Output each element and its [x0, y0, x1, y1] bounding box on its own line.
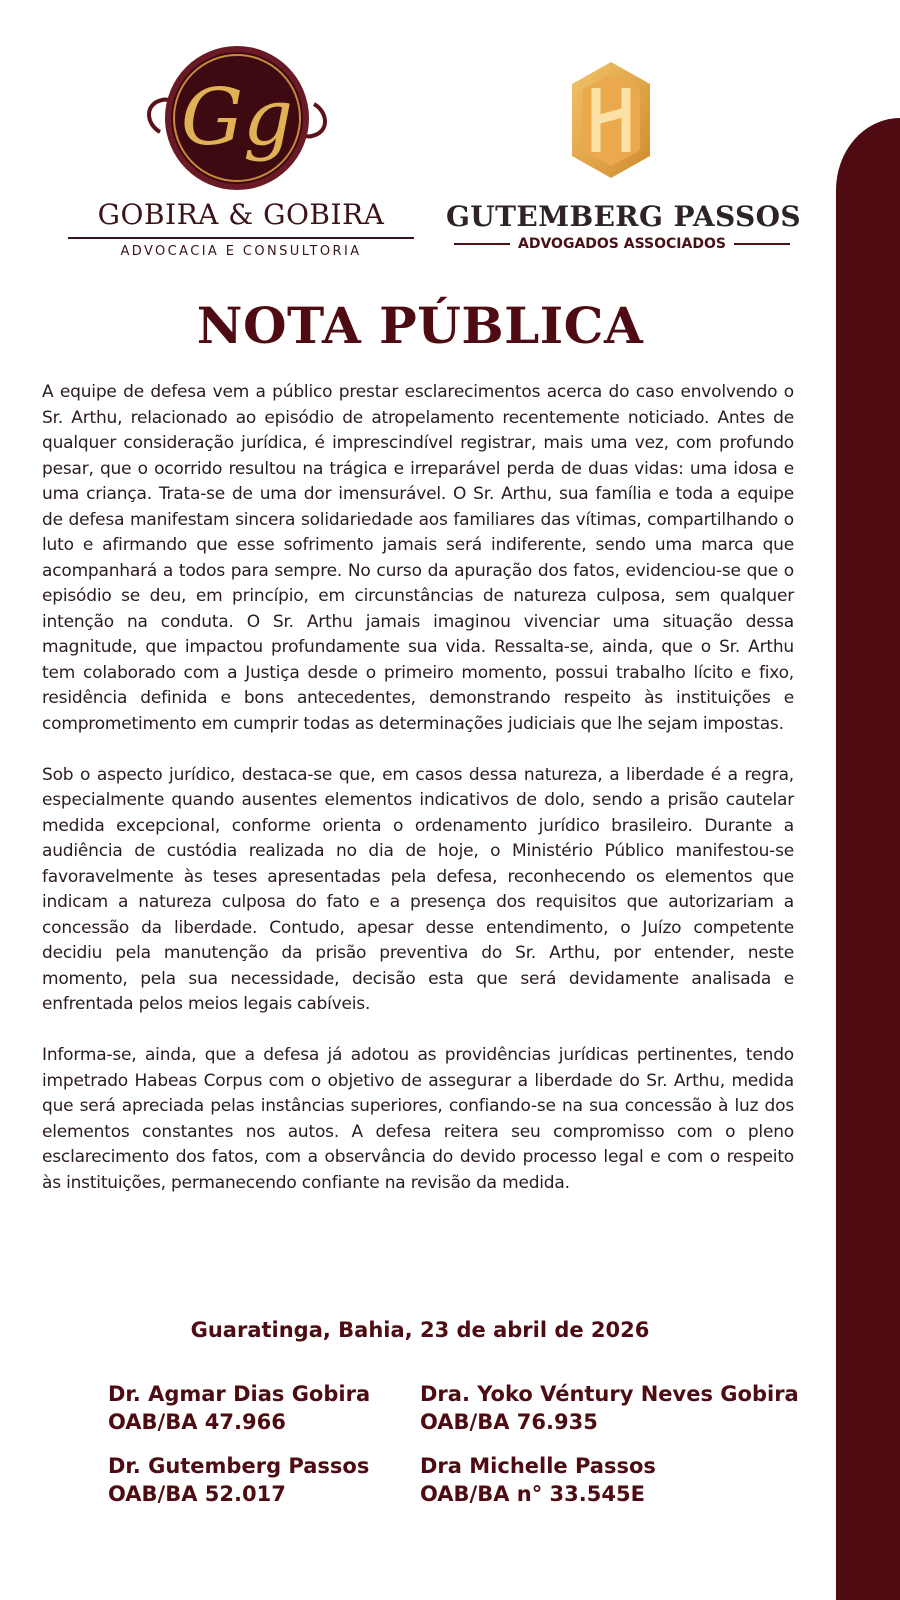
signature-oab: OAB/BA n° 33.545E	[420, 1482, 645, 1506]
date-location-line: Guaratinga, Bahia, 23 de abril de 2026	[190, 1318, 650, 1342]
gutemberg-brand-name: GUTEMBERG PASSOS	[446, 200, 802, 233]
paragraph-2: Sob o aspecto jurídico, destaca-se que, em casos dessa natureza, a liberdade é a regra, especialmente quando ausentes elementos indicativos de dolo, sendo a prisão cautelar medida excepcional, conforme orienta o ordenamento jurídico brasileiro. Durante a audiência de custódia realizada no dia de hoje, o Ministério Público manifestou-se favoravelmente às teses apresentadas pela defesa, reconhecendo os elementos que indicam a natureza culposa do fato e a presença dos requisitos que autorizariam a concessão da liberdade. Contudo, apesar desse entendimento, o Juízo competente decidiu pela manutenção da prisão preventiva do Sr. Arthu, por entender, neste momento, pela sua necessidade, decisão esta que será devidamente analisada e enfrentada pelos meios legais cabíveis.	[42, 764, 794, 1014]
gobira-monogram-logo	[140, 40, 334, 196]
decorative-side-band	[836, 118, 900, 1600]
gobira-brand-name: GOBIRA & GOBIRA	[97, 198, 385, 231]
signature-name: Dr. Gutemberg Passos	[108, 1454, 370, 1478]
gutemberg-brand-subtitle	[446, 236, 786, 252]
gutemberg-subtitle-text: ADVOGADOS ASSOCIADOS	[518, 236, 726, 252]
subtitle-rule-left	[454, 243, 510, 245]
signature-block	[108, 1380, 370, 1436]
signature-name: Dra. Yoko Véntury Neves Gobira	[420, 1382, 799, 1406]
gobira-brand-rule	[68, 237, 414, 239]
note-body	[42, 380, 794, 1222]
page-title: NOTA PÚBLICA	[196, 296, 644, 355]
signature-block	[108, 1452, 369, 1508]
signature-oab: OAB/BA 76.935	[420, 1410, 598, 1434]
paragraph-1: A equipe de defesa vem a público prestar esclarecimentos acerca do caso envolvendo o Sr. Arthu, relacionado ao episódio de atropelamento recentemente noticiado. Antes de qualquer consideração jurídica, é imprescindível registrar, mais uma vez, com profundo pesar, que o ocorrido resultou na trágica e irreparável perda de duas vidas: uma idosa e uma criança. Trata-se de uma dor imensurável. O Sr. Arthu, sua família e toda a equipe de defesa manifestam sincera solidariedade aos familiares das vítimas, compartilhando o luto e afirmando que esse sofrimento jamais será indiferente, sendo uma marca que acompanhará a todos para sempre. No curso da apuração dos fatos, evidenciou-se que o episódio se deu, em princípio, em circunstâncias de natureza culposa, sem qualquer intenção na conduta. O Sr. Arthu jamais imaginou vivenciar uma situação dessa magnitude, que impactou profundamente sua vida. Ressalta-se, ainda, que o Sr. Arthu tem colaborado com a Justiça desde o primeiro momento, possui trabalho lícito e fixo, residência definida e bons antecedentes, demonstrando respeito às instituições e comprometimento em cumprir todas as determinações judiciais que lhe sejam impostas.	[42, 382, 794, 734]
signature-oab: OAB/BA 52.017	[108, 1482, 286, 1506]
gobira-logo	[68, 40, 414, 270]
gutemberg-passos-logo	[566, 58, 656, 182]
signature-oab: OAB/BA 47.966	[108, 1410, 286, 1434]
gobira-brand-subtitle: ADVOCACIA E CONSULTORIA	[120, 244, 362, 259]
subtitle-rule-right	[734, 243, 790, 245]
gutemberg-logo	[446, 58, 802, 268]
svg-text:Gg: Gg	[180, 73, 294, 163]
signature-block	[420, 1380, 799, 1436]
signature-block	[420, 1452, 656, 1508]
signature-name: Dr. Agmar Dias Gobira	[108, 1382, 371, 1406]
paragraph-3: Informa-se, ainda, que a defesa já adotou as providências jurídicas pertinentes, tendo impetrado Habeas Corpus com o objetivo de assegurar a liberdade do Sr. Arthu, medida que será apreciada pelas instâncias superiores, confiando-se na sua concessão à luz dos elementos constantes nos autos. A defesa reitera seu compromisso com o pleno esclarecimento dos fatos, com a observância do devido processo legal e com o respeito às instituições, permanecendo confiante na revisão da medida.	[42, 1045, 794, 1193]
signature-name: Dra Michelle Passos	[420, 1454, 656, 1478]
